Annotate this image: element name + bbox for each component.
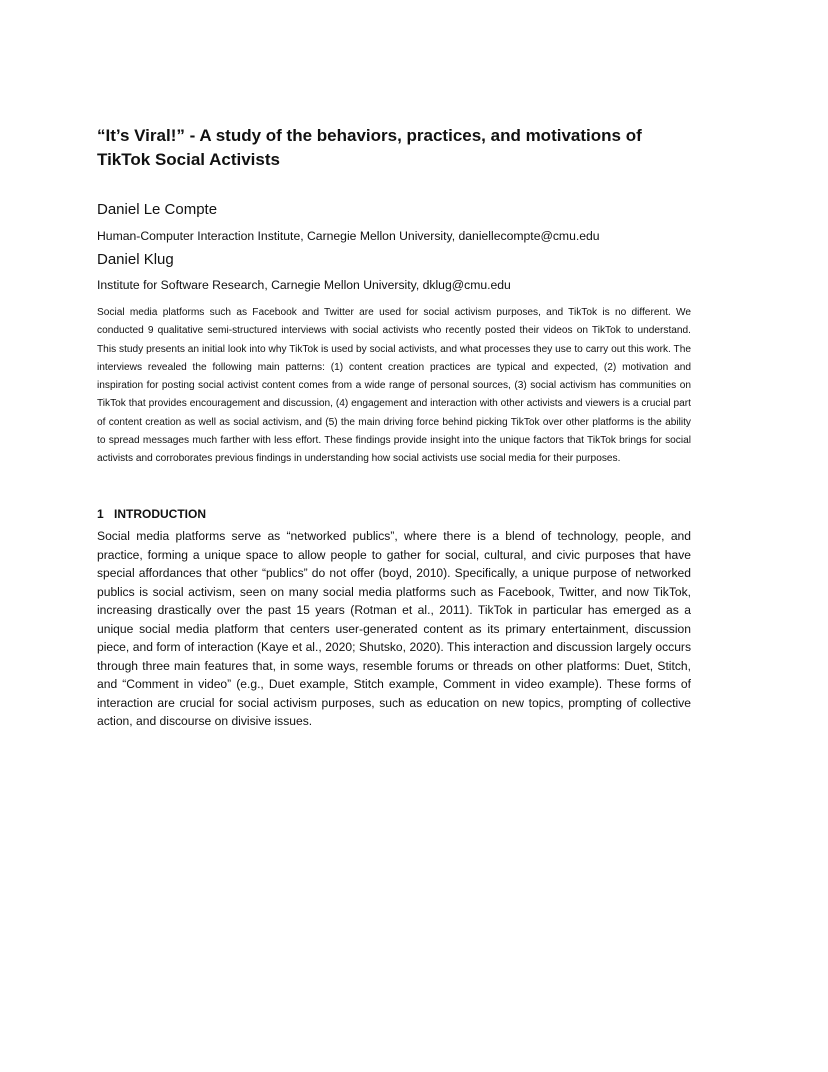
paper-title: “It’s Viral!” - A study of the behaviors, practices, and motivations of TikTok Social Activists	[97, 126, 642, 169]
section-heading	[97, 506, 206, 522]
author-name: Daniel Klug	[97, 251, 174, 268]
section-number: 1	[97, 507, 104, 521]
abstract: Social media platforms such as Facebook and Twitter are used for social activism purposes, and TikTok is no different. We conducted 9 qualitative semi-structured interviews with social activists who recently posted their videos on TikTok to understand. This study presents an initial look into why TikTok is used by social activists, and what processes they use to carry out this work. The interviews revealed the following main patterns: (1) content creation practices are typical and expected, (2) motivation and inspiration for posting social activist content comes from a wide range of personal sources, (3) social activism has communities on TikTok that provides encouragement and discussion, (4) engagement and interaction with other activists and viewers is a crucial part of content creation as well as social activism, and (5) the main driving force behind picking TikTok over other platforms is the ability to spread messages much farther with less effort. These findings provide insight into the unique factors that TikTok brings for social activists and corroborates previous findings in understanding how social activists use social media for their purposes.	[97, 307, 691, 465]
author-affiliation: Institute for Software Research, Carnegie Mellon University, dklug@cmu.edu	[97, 278, 511, 292]
introduction-paragraph: Social media platforms serve as “networked publics”, where there is a blend of technology, people, and practice, forming a unique space to allow people to gather for social, cultural, and civic purposes that have special affordances that other “publics” do not offer (boyd, 2010). Specifically, a unique purpose of networked publics is social activism, seen on many social media platforms such as Facebook, Twitter, and now TikTok, increasing drastically over the past 15 years (Rotman et al., 2011). TikTok in particular has emerged as a unique social media platform that centers user-generated content as its primary entertainment, discussion piece, and form of interaction (Kaye et al., 2020; Shutsko, 2020). This interaction and discussion largely occurs through three main features that, in some ways, resemble forums or threads on other platforms: Duet, Stitch, and “Comment in video” (e.g., Duet example, Stitch example, Comment in video example). These forms of interaction are crucial for social activism purposes, such as education on new topics, prompting of collective action, and discourse on divisive issues.	[97, 529, 691, 728]
author-affiliation: Human-Computer Interaction Institute, Carnegie Mellon University, daniellecompte@cmu.edu	[97, 229, 600, 243]
section-title: INTRODUCTION	[114, 507, 206, 521]
author-name: Daniel Le Compte	[97, 201, 218, 218]
